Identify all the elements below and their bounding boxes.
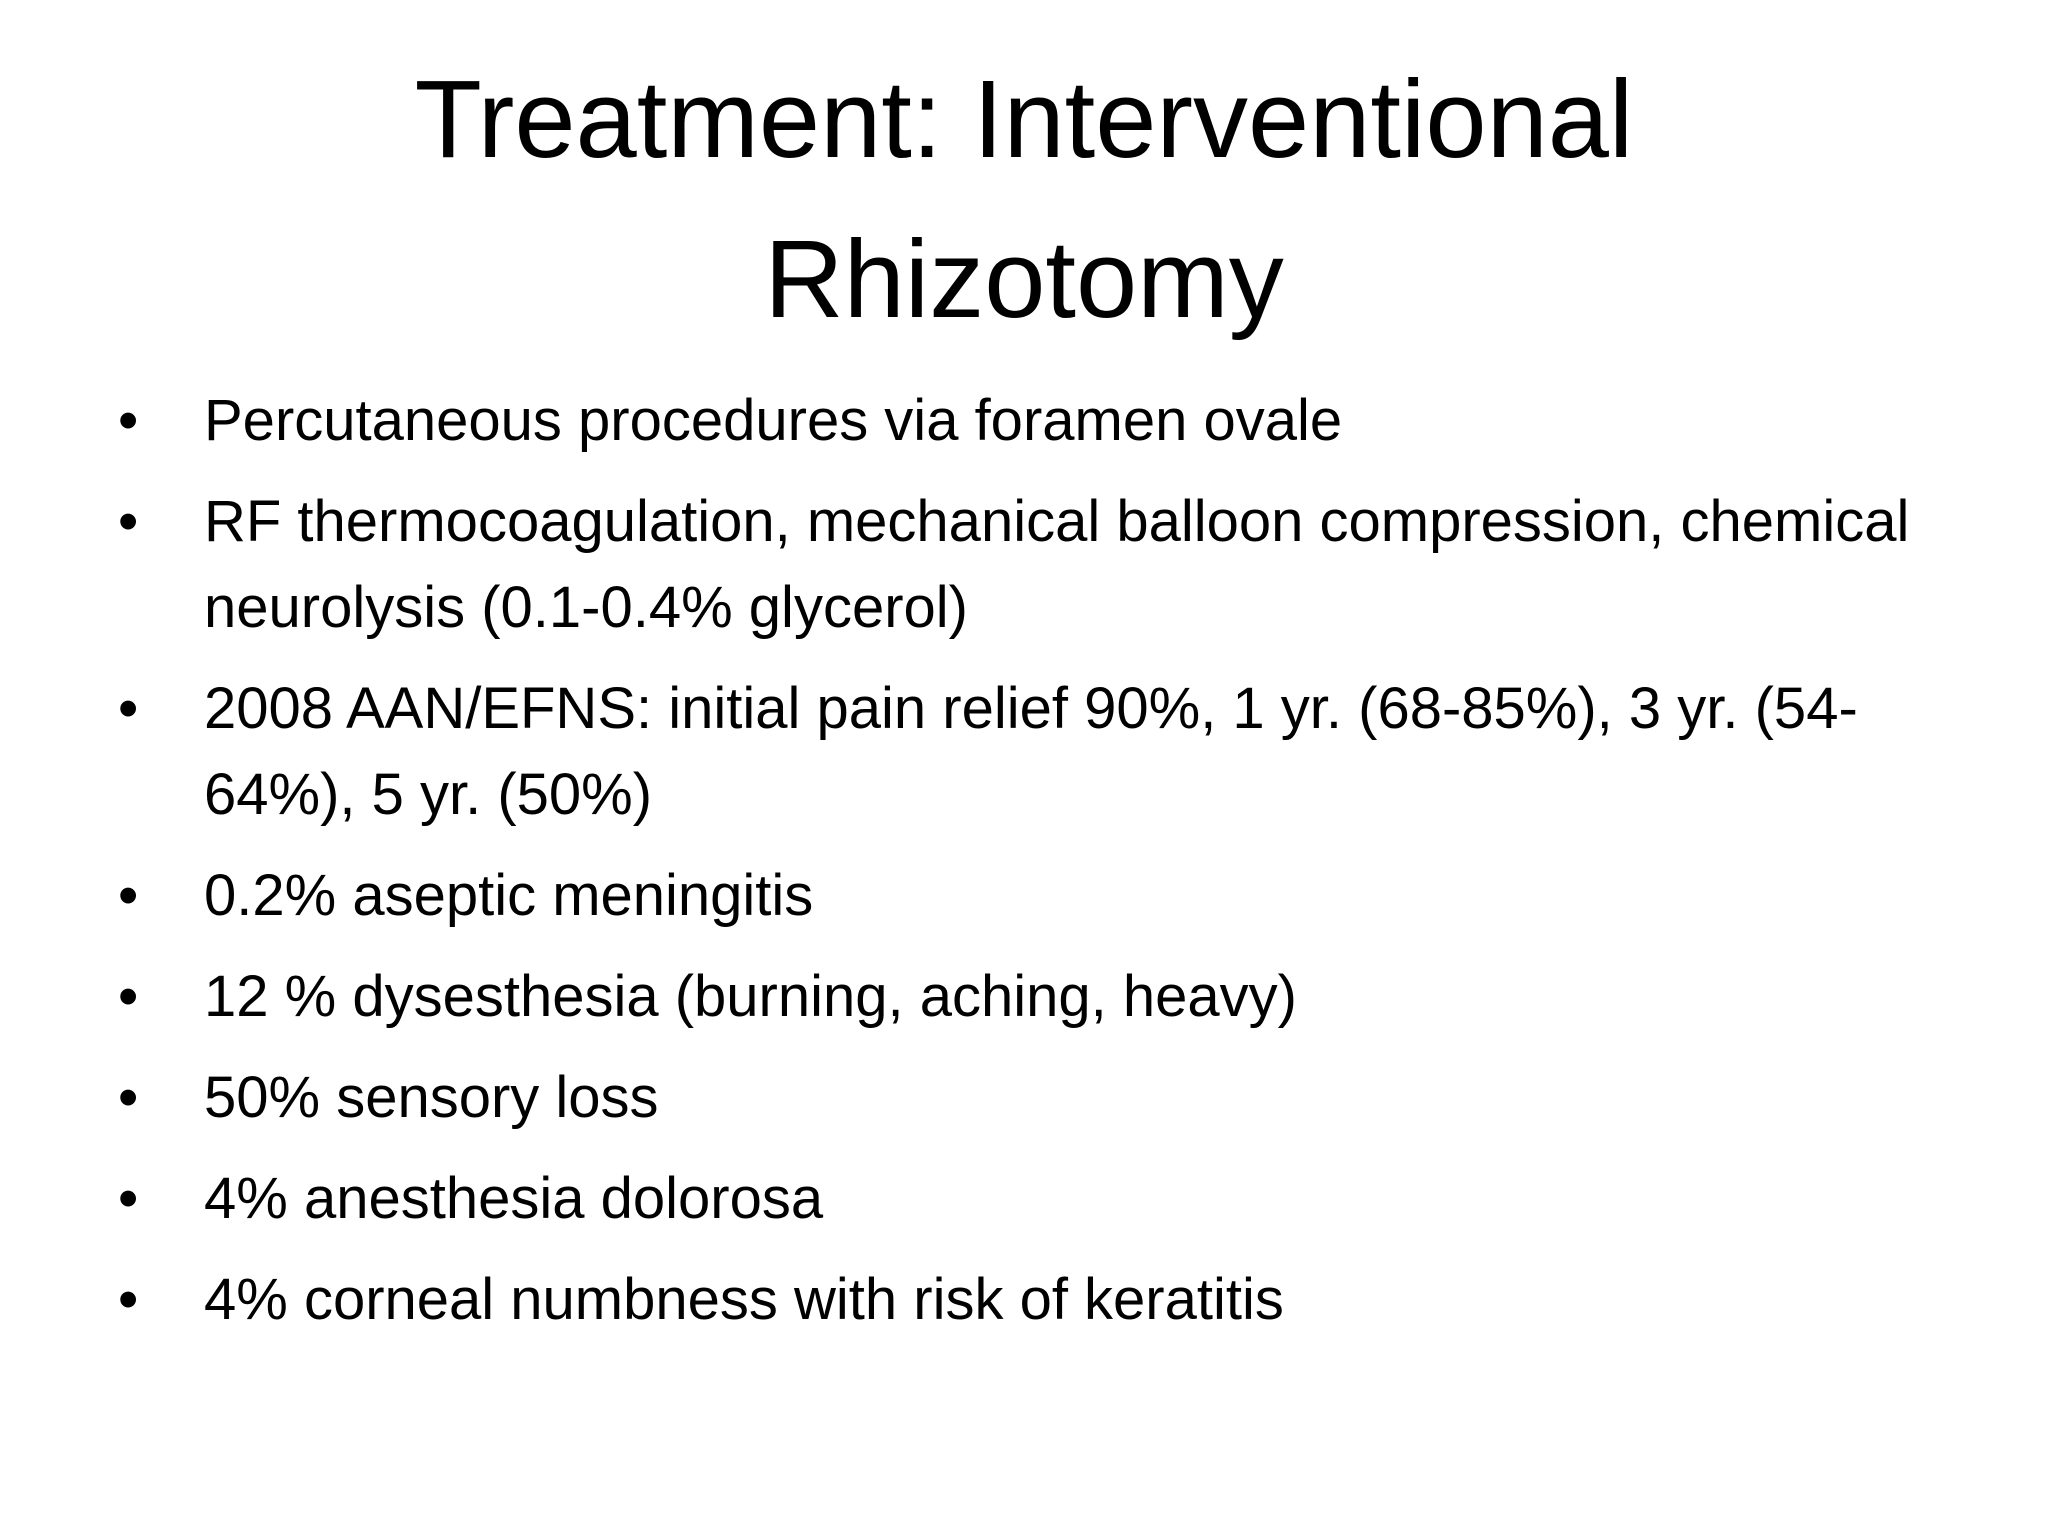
slide-title-line-2: Rhizotomy xyxy=(764,218,1284,341)
bullet-text: RF thermocoagulation, mechanical balloon compression, chemical neurolysis (0.1-0.4% glycerol) xyxy=(204,489,1910,640)
bullet-icon: • xyxy=(118,1267,139,1332)
bullet-icon: • xyxy=(118,388,139,453)
bullet-icon: • xyxy=(118,1065,139,1130)
bullet-list xyxy=(118,378,1918,1358)
bullet-icon: • xyxy=(118,964,139,1029)
bullet-item xyxy=(118,1055,1918,1141)
bullet-item xyxy=(118,954,1918,1040)
bullet-text: 0.2% aseptic meningitis xyxy=(204,863,814,928)
bullet-item xyxy=(118,666,1918,838)
bullet-icon: • xyxy=(118,863,139,928)
bullet-text: Percutaneous procedures via foramen ovale xyxy=(204,388,1343,453)
bullet-text: 50% sensory loss xyxy=(204,1065,659,1130)
bullet-icon: • xyxy=(118,676,139,741)
slide-title xyxy=(180,40,1868,360)
bullet-text: 4% corneal numbness with risk of keratitis xyxy=(204,1267,1284,1332)
bullet-item xyxy=(118,378,1918,464)
bullet-item xyxy=(118,1156,1918,1242)
bullet-item xyxy=(118,1257,1918,1343)
bullet-icon: • xyxy=(118,489,139,554)
bullet-icon: • xyxy=(118,1166,139,1231)
bullet-item xyxy=(118,479,1918,651)
slide-title-line-1: Treatment: Interventional xyxy=(414,58,1634,181)
bullet-text: 12 % dysesthesia (burning, aching, heavy) xyxy=(204,964,1297,1029)
bullet-text: 2008 AAN/EFNS: initial pain relief 90%, 1 yr. (68-85%), 3 yr. (54-64%), 5 yr. (50%) xyxy=(204,676,1858,827)
bullet-item xyxy=(118,853,1918,939)
bullet-text: 4% anesthesia dolorosa xyxy=(204,1166,824,1231)
